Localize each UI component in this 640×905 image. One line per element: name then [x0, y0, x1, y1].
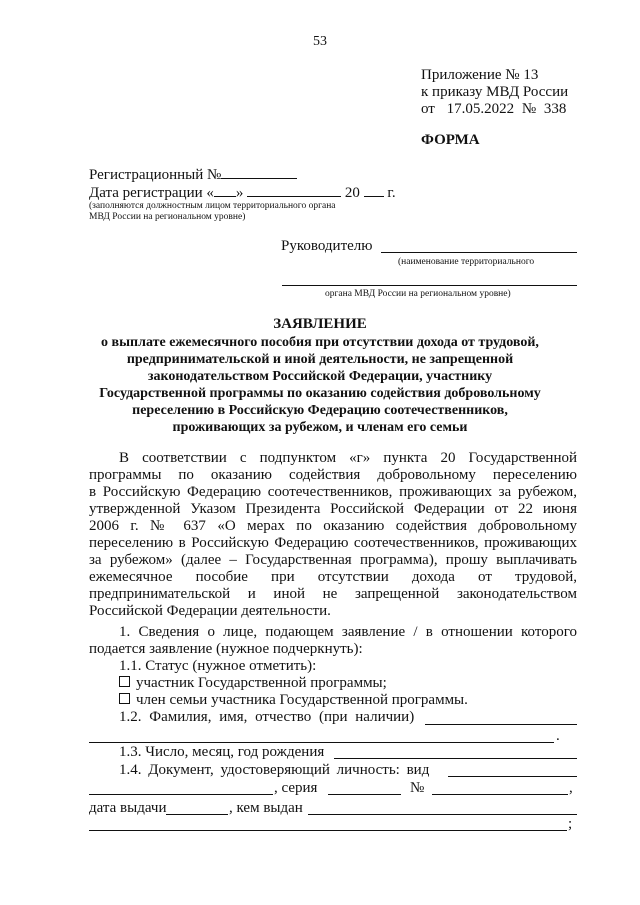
fio-field[interactable] — [425, 724, 577, 725]
status-label: 1.1. Статус (нужное отметить): — [119, 658, 317, 674]
family-member-checkbox[interactable] — [119, 693, 130, 704]
reg-number-label: Регистрационный № — [89, 167, 222, 183]
appendix-number-sign: № — [521, 101, 537, 117]
doc-number-end: , — [569, 780, 573, 796]
body-line-7: за рубежом» (далее – Государственная программа), прошу выплачивать — [89, 552, 577, 568]
body-line-8: ежемесячное пособие при отсутствии дохода от трудовой, — [89, 569, 577, 585]
body-line-6: переселению в Российскую Федерацию соотечественников, проживающих — [89, 535, 577, 551]
form-label: ФОРМА — [421, 132, 480, 148]
doc-number-field[interactable] — [432, 794, 568, 795]
body-line-3: в Российскую Федерацию соотечественников, проживающих за рубежом, — [89, 484, 577, 500]
issued-by-field-2[interactable] — [89, 830, 567, 831]
section1-line2: подается заявление (нужное подчеркнуть): — [89, 641, 363, 657]
reg-note-line2: МВД России на региональном уровне) — [89, 212, 246, 222]
reg-note-line1: (заполняются должностным лицом территориального органа — [89, 201, 336, 211]
participant-checkbox[interactable] — [119, 676, 130, 687]
participant-option-label: участник Государственной программы; — [136, 675, 387, 691]
appendix-number: 338 — [543, 101, 567, 117]
reg-date-label: Дата регистрации « — [89, 185, 214, 201]
series-label: , серия — [274, 780, 318, 796]
fio-end: . — [556, 728, 560, 744]
subtitle-line-2: предпринимательской и иной деятельности, не запрещенной — [126, 352, 514, 367]
doc-type-field[interactable] — [448, 776, 577, 777]
section1-line1: 1. Сведения о лице, подающем заявление / в отношении которого — [119, 624, 577, 640]
body-line-5: 2006 г. № 637 «О мерах по оказанию содействия добровольному — [89, 518, 577, 534]
appendix-line1: Приложение № 13 — [421, 67, 539, 83]
page-number: 53 — [313, 34, 327, 49]
reg-year-suffix: г. — [387, 185, 396, 201]
issued-by-field[interactable] — [308, 814, 577, 815]
appendix-order-line — [421, 101, 566, 118]
issue-date-field[interactable] — [166, 814, 228, 815]
reg-number-row — [89, 165, 297, 184]
reg-year-field[interactable] — [364, 183, 384, 197]
appendix-line2: к приказу МВД России — [421, 84, 569, 100]
doc-label: 1.4. Документ, удостоверяющий личность: вид — [119, 762, 430, 778]
body-line-4: утвержденной Указом Президента Российской Федерации от 22 июня — [89, 501, 577, 517]
recipient-note-line2: органа МВД России на региональном уровне) — [325, 289, 511, 299]
family-member-option-label: член семьи участника Государственной программы. — [136, 692, 468, 708]
end-mark: ; — [568, 816, 573, 832]
body-line-1: В соответствии с подпунктом «г» пункта 20 Государственной — [119, 450, 577, 466]
fio-field-2[interactable] — [89, 742, 554, 743]
subtitle-line-6: проживающих за рубежом, и членам его семьи — [172, 420, 468, 435]
doc-number-label: № — [410, 780, 425, 796]
recipient-field-2[interactable] — [282, 285, 577, 286]
document-title: ЗАЯВЛЕНИЕ — [273, 316, 367, 332]
body-line-10: Российской Федерации деятельности. — [89, 603, 331, 619]
reg-year-prefix: 20 — [344, 185, 360, 201]
dob-label: 1.3. Число, месяц, год рождения — [119, 744, 325, 760]
subtitle-line-5: переселению в Российскую Федерацию соотечественников, — [132, 403, 508, 418]
appendix-prefix: от — [421, 101, 435, 117]
reg-month-field[interactable] — [247, 183, 341, 197]
subtitle-line-1: о выплате ежемесячного пособия при отсутствии дохода от трудовой, — [101, 335, 539, 350]
status-option-participant[interactable] — [119, 675, 387, 692]
fio-label: 1.2. Фамилия, имя, отчество (при наличии) — [119, 709, 415, 725]
reg-number-field[interactable] — [221, 165, 297, 179]
body-line-2: программы по оказанию содействия добровольному переселению — [89, 467, 577, 483]
subtitle-line-4: Государственной программы по оказанию содействия добровольному — [99, 386, 541, 401]
issued-by-label: , кем выдан — [229, 800, 303, 816]
dob-field[interactable] — [334, 758, 577, 759]
body-line-9: предпринимательской и иной не запрещенной законодательством — [89, 586, 577, 602]
recipient-note-line1: (наименование территориального — [398, 257, 535, 267]
reg-date-row — [89, 183, 396, 202]
recipient-label: Руководителю — [281, 238, 373, 254]
reg-date-close: » — [235, 185, 244, 201]
appendix-date: 17.05.2022 — [446, 101, 515, 117]
status-option-family-member[interactable] — [119, 692, 468, 709]
recipient-field[interactable] — [381, 252, 577, 253]
subtitle-line-3: законодательством Российской Федерации, участнику — [147, 369, 493, 384]
issue-date-label: дата выдачи — [89, 800, 167, 816]
series-field[interactable] — [328, 794, 401, 795]
reg-day-field[interactable] — [214, 183, 236, 197]
doc-type-field-2[interactable] — [89, 794, 273, 795]
